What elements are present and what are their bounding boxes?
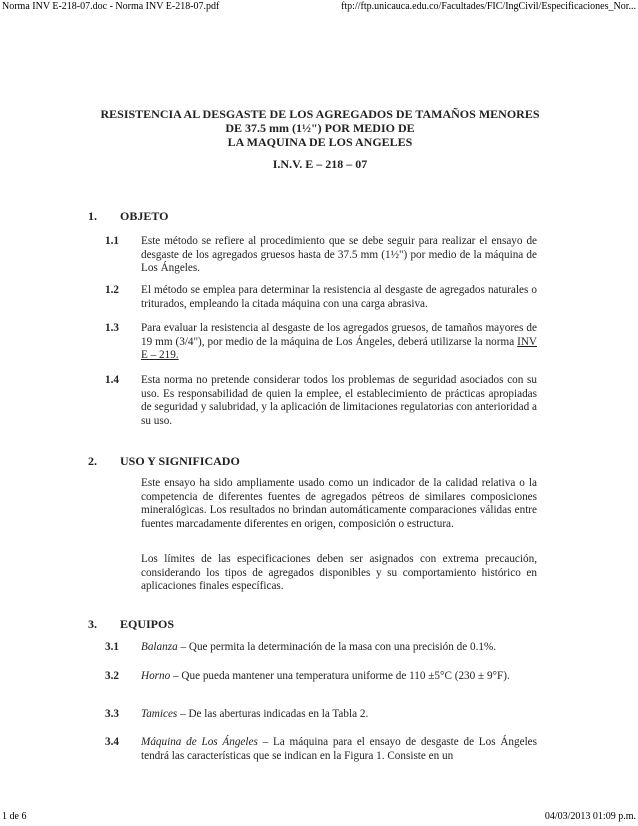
section-number: 3. — [88, 617, 97, 631]
equipment-description: – La máquina para el ensayo de desgaste de Los Ángeles tendrá las características que se indican en la Figura 1. Consiste en un — [141, 736, 538, 762]
equipment-term: Tamices — [141, 708, 178, 720]
header-url[interactable]: ftp://ftp.unicauca.edu.co/Facultades/FIC/IngCivil/Especificaciones_Nor... — [341, 1, 636, 12]
clause-3-2 — [105, 670, 537, 684]
equipment-description: – De las aberturas indicadas en la Tabla 2. — [177, 708, 369, 720]
section-number: 2. — [88, 454, 97, 468]
title-line-2: DE 37.5 mm (1½") POR MEDIO DE — [225, 121, 415, 135]
clause-3-3 — [105, 708, 537, 722]
equipment-description: – Que permita la determinación de la masa con una precisión de 0.1%. — [177, 641, 497, 653]
clause-text — [141, 708, 537, 722]
clause-3-1 — [105, 641, 537, 655]
print-footer — [0, 810, 638, 824]
clause-text — [141, 322, 537, 363]
clause-1-4 — [105, 374, 537, 428]
norm-reference-link: INV E – 219. — [141, 335, 537, 361]
section-title: USO Y SIGNIFICADO — [120, 454, 240, 468]
title-line-1: RESISTENCIA AL DESGASTE DE LOS AGREGADOS DE TAMAÑOS MENORES — [100, 107, 540, 121]
clause-text: Este método se refiere al procedimiento que se debe seguir para realizar el ensayo de desgaste de los agregados gruesos hasta de 37.5 mm (1½") por medio de la máquina de Los Ángeles. — [141, 235, 537, 274]
section-title: EQUIPOS — [120, 617, 175, 631]
print-timestamp: 04/03/2013 01:09 p.m. — [544, 811, 636, 822]
clause-number: 3.4 — [105, 736, 119, 748]
section-heading-objeto — [88, 209, 168, 224]
document-title — [80, 107, 560, 149]
equipment-term: Horno — [141, 670, 171, 682]
uso-paragraph-1: Este ensayo ha sido ampliamente usado como un indicador de la calidad relativa o la competencia de diferentes fuentes de agregados pétreos de similares composiciones mineralógicas. Los resultados no brindan automáticamente comparaciones válidas entre fuentes marcadamente diferentes en origen, composición o estructura. — [141, 477, 537, 530]
clause-1-2 — [105, 284, 537, 311]
uso-paragraph-2: Los límites de las especificaciones deben ser asignados con extrema precaución, considerando los tipos de agregados disponibles y su comportamiento histórico en aplicaciones finales específicas. — [141, 553, 537, 592]
clause-text-body: Para evaluar la resistencia al desgaste de los agregados gruesos, de tamaños mayores de 19 mm (3/4"), por medio de la máquina de Los Ángeles, deberá utilizarse la norma — [141, 322, 537, 348]
clause-1-3 — [105, 322, 537, 363]
section-heading-equipos — [88, 617, 174, 632]
clause-text: El método se emplea para determinar la resistencia al desgaste de agregados naturales o triturados, empleando la citada máquina con una carga abrasiva. — [141, 284, 537, 310]
section-heading-uso — [88, 454, 240, 469]
clause-number: 1.4 — [105, 374, 119, 386]
section-title: OBJETO — [120, 209, 169, 223]
clause-text: Esta norma no pretende considerar todos los problemas de seguridad asociados con su uso. Es responsabilidad de quien la emplee, el establecimiento de prácticas apropiadas de seguridad y salubridad, y la aplicación de limitaciones regulatorias con anterioridad a su uso. — [141, 374, 537, 427]
clause-number: 3.3 — [105, 708, 119, 720]
clause-3-4 — [105, 736, 537, 763]
clause-number: 3.2 — [105, 670, 119, 682]
clause-text — [141, 736, 537, 763]
clause-text — [141, 670, 537, 684]
clause-number: 3.1 — [105, 641, 119, 653]
page-count: 1 de 6 — [2, 811, 27, 822]
title-line-3: LA MAQUINA DE LOS ANGELES — [227, 135, 413, 149]
clause-number: 1.1 — [105, 235, 119, 247]
norm-code: I.N.V. E – 218 – 07 — [272, 157, 368, 171]
equipment-term: Balanza — [141, 641, 178, 653]
section-number: 1. — [88, 209, 97, 223]
clause-number: 1.3 — [105, 322, 119, 334]
clause-text — [141, 641, 537, 655]
clause-number: 1.2 — [105, 284, 119, 296]
equipment-term: Máquina de Los Ángeles — [141, 736, 258, 748]
clause-1-1 — [105, 235, 537, 276]
header-document-title: Norma INV E-218-07.doc - Norma INV E-218-07.pdf — [2, 1, 220, 12]
equipment-description: – Que pueda mantener una temperatura uniforme de 110 ±5°C (230 ± 9°F). — [170, 670, 510, 682]
